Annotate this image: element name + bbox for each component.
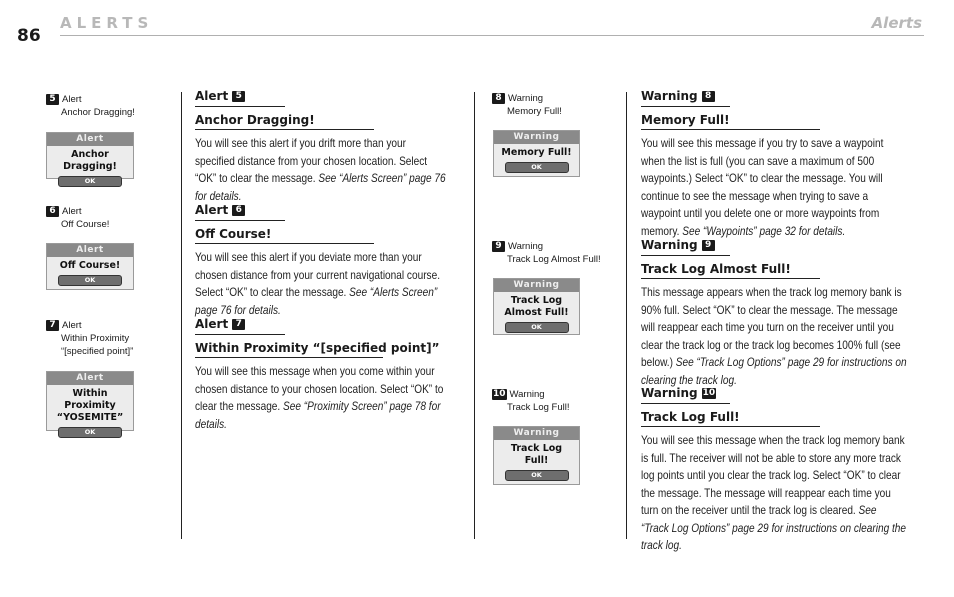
section-title: Memory Full!	[641, 113, 730, 127]
figure-number-badge: 5	[46, 94, 59, 105]
section-rule	[641, 129, 820, 130]
running-header-left: ALERTS	[60, 14, 154, 32]
screen-message: Off Course!	[59, 260, 121, 271]
section-title: Track Log Almost Full!	[641, 262, 791, 276]
caption-type: Alert	[62, 94, 82, 105]
caption-type: Alert	[62, 206, 82, 217]
caption-message: Memory Full!	[507, 106, 562, 117]
section-body: You will see this message when you come within your chosen distance to your chosen location. Select “OK” to clear the message. See “Proximity Screen” page 78 for details.	[195, 365, 444, 431]
section-alert-7	[195, 317, 465, 433]
figure-number-badge: 7	[46, 320, 59, 331]
caption-type: Warning	[508, 93, 544, 104]
device-screen-within-proximity	[46, 371, 134, 436]
column-divider-2	[474, 92, 475, 539]
screen-message: Track Log Full!	[510, 443, 563, 466]
screen-title: Alert	[47, 133, 133, 146]
section-title: Track Log Full!	[641, 410, 740, 424]
screen-title: Alert	[47, 372, 133, 385]
caption-message: Track Log Almost Full!	[507, 254, 601, 265]
column-divider-1	[181, 92, 182, 539]
section-number-badge: 9	[702, 240, 715, 251]
section-rule	[641, 426, 820, 427]
screen-ok-button: OK	[505, 470, 569, 481]
header-rule	[60, 35, 924, 36]
section-rule	[195, 357, 383, 358]
section-body: You will see this message when the track log memory bank is full. The receiver will not be able to store any more track log points until you clear the track log. Select “OK” to clear the message. The message will reappear each time you turn on the receiver until the track log is cleared. See “Track Log Options” page 29 for instructions on clearing the track log.	[641, 434, 907, 552]
section-title: Anchor Dragging!	[195, 113, 315, 127]
figure-number-badge: 6	[46, 206, 59, 217]
section-label: Warning 9	[641, 238, 921, 252]
screen-title: Warning	[494, 427, 579, 440]
section-alert-6	[195, 203, 465, 319]
section-title: Within Proximity “[specified point]”	[195, 341, 440, 355]
screen-ok-button: OK	[58, 427, 122, 438]
section-body: You will see this alert if you deviate more than your chosen distance from your current navigational course. Select “OK” to clear the message. See “Alerts Screen” page 76 for details.	[195, 251, 441, 317]
page-number: 86	[17, 26, 41, 46]
column-divider-3	[626, 92, 627, 539]
screen-message: Anchor Dragging!	[63, 149, 117, 172]
figure-number-badge: 9	[492, 241, 505, 252]
screen-ok-button: OK	[505, 322, 569, 333]
device-screen-memory-full	[493, 130, 580, 177]
caption-message: Anchor Dragging!	[61, 107, 135, 118]
section-rule	[641, 403, 730, 404]
section-warning-8	[641, 89, 921, 240]
section-number-badge: 7	[232, 319, 245, 330]
device-screen-off-course	[46, 243, 134, 290]
figure-caption-10	[492, 388, 569, 414]
figure-caption-5	[46, 93, 135, 119]
screen-ok-button: OK	[58, 275, 122, 286]
section-alert-5	[195, 89, 465, 205]
section-number-badge: 5	[232, 91, 245, 102]
section-number-badge: 8	[702, 91, 715, 102]
screen-title: Warning	[494, 279, 579, 292]
screen-message: Track Log Almost Full!	[504, 295, 569, 318]
section-label: Warning 8	[641, 89, 921, 103]
figure-caption-9	[492, 240, 601, 266]
section-title: Off Course!	[195, 227, 272, 241]
section-rule	[641, 255, 730, 256]
cross-reference: See “Proximity Screen” page 78 for details.	[195, 400, 441, 431]
section-body: You will see this alert if you drift more than your specified distance from your chosen location. Select “OK” to clear the message. See “Alerts Screen” page 76 for details.	[195, 137, 446, 203]
section-label: Alert 7	[195, 317, 465, 331]
screen-message: Memory Full!	[501, 147, 572, 158]
section-label: Alert 5	[195, 89, 465, 103]
section-rule	[641, 278, 820, 279]
section-number-badge: 6	[232, 205, 245, 216]
cross-reference: See “Track Log Options” page 29 for instructions on clearing the track log.	[641, 356, 907, 387]
caption-message-line-1: Within Proximity	[61, 333, 130, 344]
screen-ok-button: OK	[58, 176, 122, 187]
figure-caption-8	[492, 92, 562, 118]
caption-message: Track Log Full!	[507, 402, 570, 413]
section-rule	[195, 334, 285, 335]
screen-ok-button: OK	[505, 162, 569, 173]
caption-message: Off Course!	[61, 219, 110, 230]
device-screen-track-log-full	[493, 426, 580, 485]
screen-title: Warning	[494, 131, 579, 144]
device-screen-track-log-almost-full	[493, 278, 580, 335]
figure-number-badge: 10	[493, 388, 506, 399]
figure-caption-6	[46, 205, 109, 231]
device-screen-anchor-dragging	[46, 132, 134, 185]
figure-number-badge: 8	[492, 93, 505, 104]
section-rule	[195, 129, 374, 130]
caption-type: Warning	[508, 241, 544, 252]
cross-reference: See “Alerts Screen” page 76 for details.	[195, 172, 446, 203]
caption-type: Alert	[62, 320, 82, 331]
section-rule	[195, 243, 374, 244]
screen-message: Within Proximity “YOSEMITE”	[56, 388, 124, 423]
section-warning-9	[641, 238, 921, 389]
cross-reference: See “Waypoints” page 32 for details.	[682, 224, 846, 238]
running-header-right: Alerts	[871, 14, 922, 32]
caption-type: Warning	[509, 389, 545, 400]
section-body: You will see this message if you try to save a waypoint when the list is full (you can save a maximum of 500 waypoints.) Select “OK” to clear the message. You will continue to see the message when trying to save a waypoint until you delete one or more waypoints from memory. See “Waypoints” page 32 for details.	[641, 137, 884, 238]
section-label: Warning 10	[641, 386, 716, 400]
section-number-badge: 10	[702, 388, 716, 398]
section-label: Alert 6	[195, 203, 465, 217]
section-rule	[195, 220, 285, 221]
cross-reference: See “Track Log Options” page 29 for instructions on clearing the track log.	[641, 504, 907, 552]
section-warning-10	[641, 386, 921, 555]
section-body: This message appears when the track log memory bank is 90% full. Select “OK” to clear the message. The message will reappear each time you turn on the receiver until you clear the track log or the track log becomes 100% full (see below.) See “Track Log Options” page 29 for instructions on clearing the track log.	[641, 286, 907, 387]
screen-title: Alert	[47, 244, 133, 257]
caption-message-line-2: “[specified point]”	[61, 346, 134, 357]
cross-reference: See “Alerts Screen” page 76 for details.	[195, 286, 438, 317]
section-rule	[195, 106, 285, 107]
section-rule	[641, 106, 730, 107]
figure-caption-7	[46, 319, 133, 358]
